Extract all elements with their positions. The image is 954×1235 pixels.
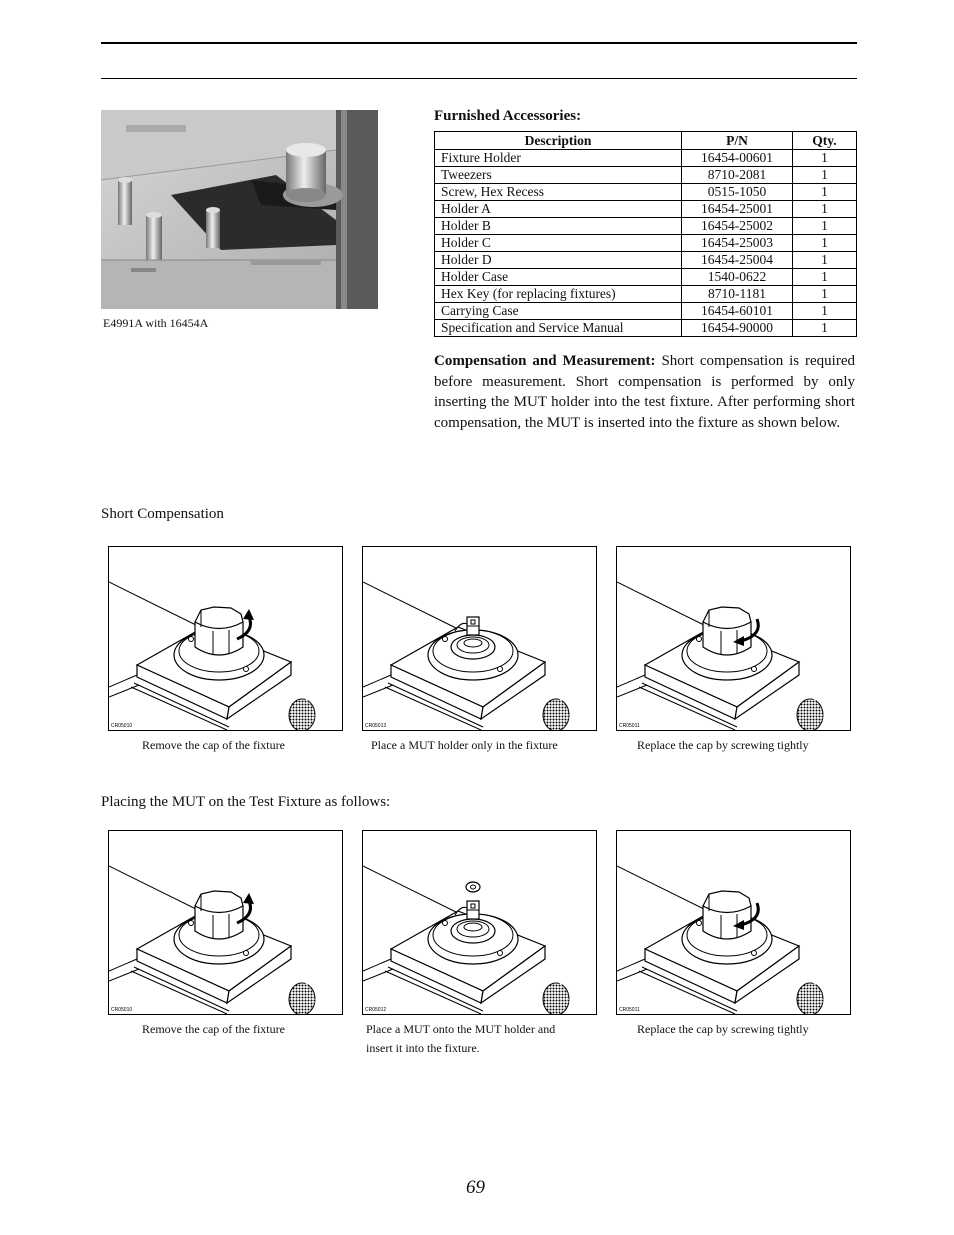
table-row <box>435 286 857 303</box>
table-row <box>435 167 857 184</box>
table-cell: Holder A <box>435 201 682 218</box>
figure-remove-cap <box>108 546 343 731</box>
header-rule-top <box>101 42 857 44</box>
figure-replace-cap <box>616 830 851 1015</box>
table-cell: Specification and Service Manual <box>435 320 682 337</box>
table-cell: 1 <box>793 252 857 269</box>
table-cell: 1 <box>793 286 857 303</box>
table-cell: 16454-25001 <box>682 201 793 218</box>
table-cell: Holder Case <box>435 269 682 286</box>
table-cell: Hex Key (for replacing fixtures) <box>435 286 682 303</box>
figure-code: CR05012 <box>365 1007 387 1013</box>
compensation-heading: Compensation and Measurement: <box>434 353 656 369</box>
column-header: Description <box>435 132 682 150</box>
figure-caption-multiline <box>366 1020 555 1058</box>
placing-mut-label: Placing the MUT on the Test Fixture as follows: <box>101 794 391 810</box>
table-cell: 8710-1181 <box>682 286 793 303</box>
table-cell: 1 <box>793 218 857 235</box>
figure-place-mut <box>362 830 597 1015</box>
figure-place-holder <box>362 546 597 731</box>
table-cell: Holder C <box>435 235 682 252</box>
short-compensation-label: Short Compensation <box>101 506 224 522</box>
table-row <box>435 320 857 337</box>
table-row <box>435 269 857 286</box>
table-cell: 1540-0622 <box>682 269 793 286</box>
table-cell: 8710-2081 <box>682 167 793 184</box>
column-header: P/N <box>682 132 793 150</box>
table-row <box>435 218 857 235</box>
table-cell: Fixture Holder <box>435 150 682 167</box>
header-rule-bottom <box>101 78 857 79</box>
table-cell: Tweezers <box>435 167 682 184</box>
accessories-table <box>434 131 857 337</box>
table-cell: 1 <box>793 320 857 337</box>
table-cell: 0515-1050 <box>682 184 793 201</box>
compensation-body: Short compensation is required before measurement. Short compensation is performed by only inserting the MUT holder into the test fixture. After performing short compensation, the MUT is inserted into the fixture as shown below. <box>434 353 855 431</box>
table-cell: Screw, Hex Recess <box>435 184 682 201</box>
figure-remove-cap <box>108 830 343 1015</box>
figure-caption: Replace the cap by screwing tightly <box>637 1022 809 1036</box>
table-cell: 1 <box>793 201 857 218</box>
figure-code: CR05011 <box>619 723 640 729</box>
table-cell: 1 <box>793 269 857 286</box>
table-cell: 1 <box>793 167 857 184</box>
compensation-paragraph <box>434 351 855 433</box>
table-cell: 1 <box>793 150 857 167</box>
caption-line: Place a MUT onto the MUT holder and <box>366 1022 556 1036</box>
figure-caption: Remove the cap of the fixture <box>142 1022 285 1036</box>
table-cell: 16454-25004 <box>682 252 793 269</box>
table-cell: 16454-90000 <box>682 320 793 337</box>
table-header-row <box>435 132 857 150</box>
figure-code: CR05010 <box>111 1007 133 1013</box>
instrument-photo <box>101 110 378 309</box>
table-cell: Holder B <box>435 218 682 235</box>
figure-caption: Place a MUT holder only in the fixture <box>371 738 558 752</box>
figure-caption: Remove the cap of the fixture <box>142 738 285 752</box>
table-cell: Holder D <box>435 252 682 269</box>
table-cell: 1 <box>793 235 857 252</box>
figure-caption: Replace the cap by screwing tightly <box>637 738 809 752</box>
table-cell: 16454-25003 <box>682 235 793 252</box>
accessories-title: Furnished Accessories: <box>434 108 582 124</box>
figure-code: CR05011 <box>619 1007 640 1013</box>
figure-code: CR05010 <box>111 723 133 729</box>
table-cell: Carrying Case <box>435 303 682 320</box>
table-row <box>435 235 857 252</box>
table-cell: 16454-00601 <box>682 150 793 167</box>
table-row <box>435 184 857 201</box>
column-header: Qty. <box>793 132 857 150</box>
table-row <box>435 303 857 320</box>
table-cell: 16454-60101 <box>682 303 793 320</box>
table-cell: 1 <box>793 303 857 320</box>
figure-code: CR05013 <box>365 723 387 729</box>
table-row <box>435 150 857 167</box>
caption-line: insert it into the fixture. <box>366 1041 480 1055</box>
page-number: 69 <box>466 1177 485 1198</box>
figure-replace-cap <box>616 546 851 731</box>
photo-caption: E4991A with 16454A <box>103 316 209 330</box>
table-row <box>435 201 857 218</box>
table-cell: 16454-25002 <box>682 218 793 235</box>
table-cell: 1 <box>793 184 857 201</box>
table-row <box>435 252 857 269</box>
